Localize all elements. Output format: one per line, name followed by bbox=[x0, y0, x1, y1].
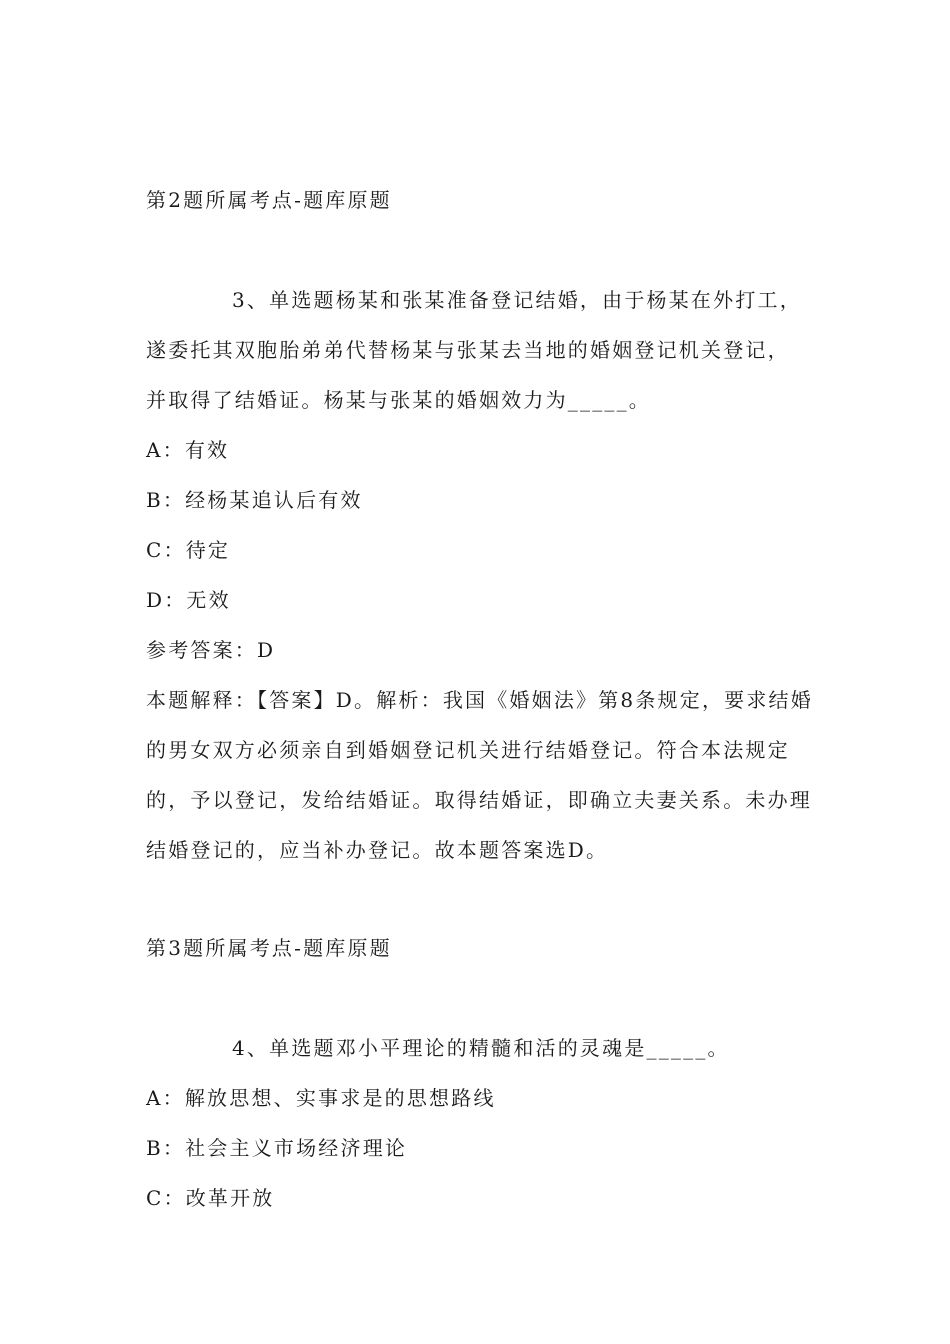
question-3-answer: 参考答案：D bbox=[146, 638, 276, 662]
question-3-option-b: B：经杨某追认后有效 bbox=[146, 488, 363, 512]
question-4-option-a: A：解放思想、实事求是的思想路线 bbox=[146, 1086, 496, 1110]
question-4-stem: 4、单选题邓小平理论的精髓和活的灵魂是_____。 bbox=[232, 1036, 730, 1060]
question-4-option-c: C：改革开放 bbox=[146, 1186, 275, 1210]
question-3-explanation-line-1: 本题解释：【答案】D。解析：我国《婚姻法》第8条规定，要求结婚 bbox=[146, 688, 813, 712]
question-3-stem-line-3: 并取得了结婚证。杨某与张某的婚姻效力为_____。 bbox=[146, 388, 651, 412]
question-3-stem-line-2: 遂委托其双胞胎弟弟代替杨某与张某去当地的婚姻登记机关登记， bbox=[146, 338, 790, 362]
section-heading-q2: 第2题所属考点-题库原题 bbox=[146, 188, 392, 212]
section-heading-q3: 第3题所属考点-题库原题 bbox=[146, 936, 392, 960]
question-3-explanation-line-3: 的，予以登记，发给结婚证。取得结婚证，即确立夫妻关系。未办理 bbox=[146, 788, 812, 812]
question-4-option-b: B：社会主义市场经济理论 bbox=[146, 1136, 408, 1160]
question-3-explanation-line-4: 结婚登记的，应当补办登记。故本题答案选D。 bbox=[146, 838, 609, 862]
question-3-stem-line-1: 3、单选题杨某和张某准备登记结婚，由于杨某在外打工， bbox=[232, 288, 802, 312]
question-3-option-d: D：无效 bbox=[146, 588, 231, 612]
question-3-option-c: C：待定 bbox=[146, 538, 231, 562]
question-3-option-a: A：有效 bbox=[146, 438, 230, 462]
question-3-explanation-line-2: 的男女双方必须亲自到婚姻登记机关进行结婚登记。符合本法规定 bbox=[146, 738, 790, 762]
